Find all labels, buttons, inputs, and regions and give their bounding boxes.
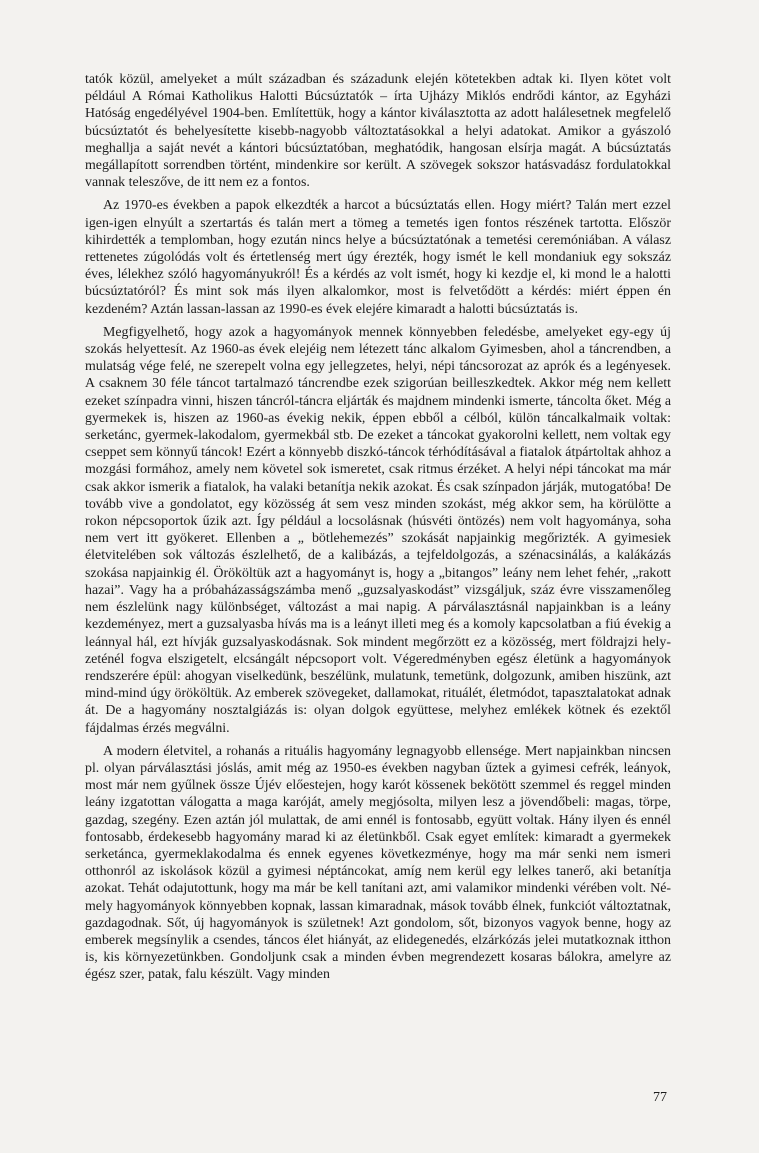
paragraph-4: A modern életvitel, a rohanás a rituális hagyomány legnagyobb ellensége. Mert napjainkban nincsen pl. olyan párválasztási jóslás, amit még az 1950-es években nagyban űztek a gyimesi cefrék, leányok, most már nem gyűlnek össze Újév előestejen, hogy karót kössenek bekötött szemmel és reggel minden leány izgatottan válogatta a maga karóját, amely megjósolta, milyen lesz a jövendőbeli: magas, törpe, gazdag, szegény. Ezen aztán jól mulattak, de ami ennél is fontosabb, együtt voltak. Hány ilyen és ennél fontosabb, érdekesebb hagyomány marad ki az életünkből. Csak egyet említek: kimaradt a gyermekek serketánca, gyermeklakodalma és ennek egyenes következménye, hogy ma már senki nem ismeri otthonról az iskolások közül a gyimesi néptáncokat, amíg nem kerül egy lelkes tanerő, aki betanítja azokat. Tehát odajutottunk, hogy ma már be kell tanítani azt, ami valamikor mindenki vérében volt. Némely hagyományok könnyebben kopnak, lassan kimaradnak, mások tovább élnek, funkciót változtatnak, gazdagodnak. Sőt, új hagyományok is születnek! Azt gondolom, sőt, bizonyos vagyok benne, hogy az emberek megsínylik a csendes, táncos élet hiányát, az elidegenedés, elzárkózás jelei mutatkoznak itthon is, kis környezetünkben. Gondoljunk csak a minden évben megrendezett kosaras bálokra, amelyre az égész szer, patak, falu készült. Vagy minden <box>85 743 671 983</box>
paragraph-3: Megfigyelhető, hogy azok a hagyományok mennek könnyebben feledésbe, amelyeket egy-egy új szokás helyettesít. Az 1960-as évek elejéig nem létezett tánc alkalom Gyimesben, ahol a táncrendben, a mulatság vége felé, ne szerepelt volna egy jellegzetes, helyi, népi táncsorozat az aprók és a legényesek. A csaknem 30 féle táncot tartalmazó táncrendbe ezek szigorúan beilleszkedtek. Akkor még nem kellett ezeket színpadra vinni, hiszen táncról-táncra eljárták és majdnem mindenki ismerte, táncolta őket. Még a gyermekek is, hiszen az 1960-as évekig nekik, éppen ebből a célból, külön táncalkalmaik voltak: serketánc, gyermek-lakodalom, gyermekbál stb. De ezeket a táncokat gyakorolni kellett, nem voltak egy cseppet sem könnyű táncok! Ezért a könnyebb diszkó-táncok térhódításával a fiatalok átpártoltak ahhoz a mozgási formához, amely nem követel sok ismeretet, csak ritmus érzéket. A helyi népi táncokat ma már csak akkor ismerik a fiatalok, ha valaki betanítja nekik azokat. És csak színpadon járják, mutogatóba! De tovább vive a gondolatot, egy közösség át sem vesz minden szokást, még akkor sem, ha körülötte a rokon népcsoportok űzik azt. Így például a locsolásnak (húsvéti öntözés) nem volt hagyománya, soha nem vert itt gyökeret. Ellenben a „ bötlehemezés” szokását napjainkig megőrizték. A gyimesiek életvitelében sok változás észlelhető, de a kalibázás, a tejfeldolgozás, a szénacsinálás, a kalákázás szokása napjainkig él. Örököltük azt a hagyományt is, hogy a „bitangos” leány nem lehet fehér, „rakott hazai”. Vagy ha a próbaházasságszámba menő „guzsalyaskodást” vizsgáljuk, száz évre visszamenőleg nem észlelünk nagy különbséget, változást a mai napig. A párválasztásnál napjainkban is a leány kezdeményez, mert a guzsalyasba hívás ma is a leányt illeti meg és a komoly kapcsolatban a fiú évekig a leánnyal hál, ezt hívják guzsalyaskodásnak. Sok mindent megőrzött ez a közösség, mert földrajzi helyzeténél fogva elszigetelt, elcsángált népcsoport volt. Végeredményben egész életünk a hagyományok rendszerére épül: ahogyan viselkedünk, beszélünk, mulatunk, temetünk, dolgozunk, amiben hiszünk, azt mind-mind úgy örököltük. Az emberek szövegeket, dallamokat, rituálét, életmódot, tapasztalatokat adnak át. De a hagyomány nosztalgiázás is: olyan dolgok együttese, melyhez emlékek kötnek és ezektől fájdalmas érzés megválni. <box>85 324 671 736</box>
body-text <box>85 71 671 990</box>
page-number: 77 <box>653 1090 667 1105</box>
paragraph-1: tatók közül, amelyeket a múlt században és századunk elején kötetekben adtak ki. Ilyen kötet volt például A Római Katholikus Halotti Búcsúztatók – írta Ujházy Miklós endrődi kántor, az Egyházi Hatóság engedélyével 1904-ben. Említettük, hogy a kántor kiválasztotta az adott halálesetnek megfelelő búcsúztatót és behelyesítette kisebb-nagyobb változtatásokkal a helyi adatokat. Amikor a gyászoló meghallja a saját nevét a kántori búcsúztatóban, meghatódik, hangosan elsírja magát. A búcsúztatás megállapított sorrendben történt, mindenkire sor került. A szövegek sokszor hatásvadász fordulatokkal vannak teleszőve, de itt nem ez a fontos. <box>85 72 671 191</box>
paragraph-2: Az 1970-es években a papok elkezdték a harcot a búcsúztatás ellen. Hogy miért? Talán mert ezzel igen-igen elnyúlt a szertartás és talán mert a tömeg a temetés igen fontos részének tartotta. Először kihirdették a templomban, hogy ezután nincs helye a búcsúztatónak a temetési ceremóniában. A válasz rettenetes zúgolódás volt és értetlenség mert úgy érezték, hogy ismét le kell mondaniuk egy sokszáz éves, lélekhez szóló hagyományukról! És a kérdés az volt ismét, hogy ki kezdje el, ki mond le a halotti búcsúztatóról? És mint sok más ilyen alkalomkor, most is felvetődött a kérdés: miért éppen én kezdeném? Aztán lassan-lassan az 1990-es évek elejére kimaradt a halotti búcsúztatás is. <box>85 198 671 317</box>
